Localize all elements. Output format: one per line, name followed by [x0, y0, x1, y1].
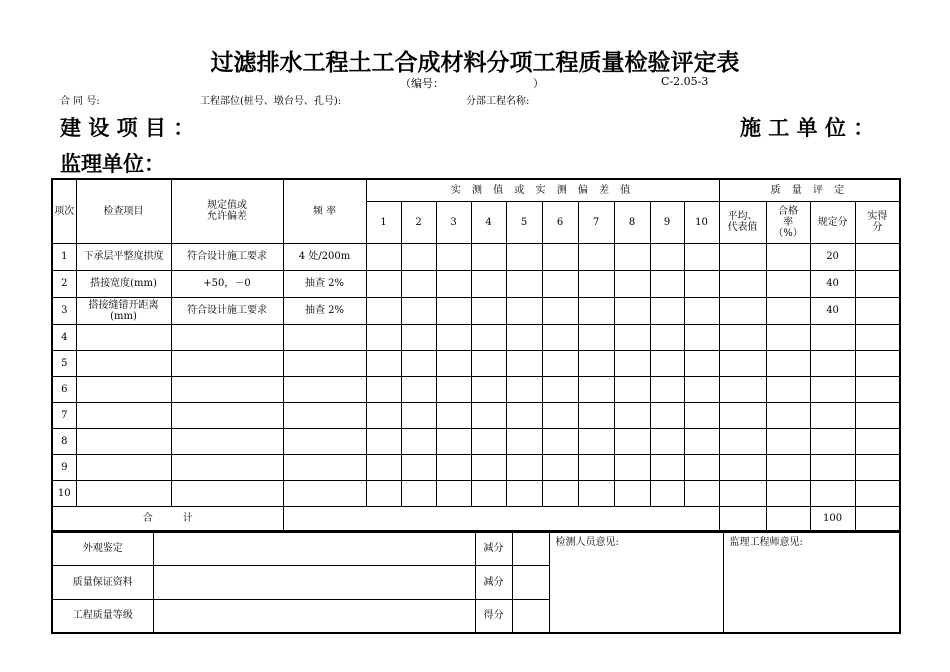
row-number: 9 [52, 454, 76, 480]
measured-cell[interactable] [366, 402, 401, 428]
measured-cell[interactable] [650, 243, 684, 270]
measured-cell[interactable] [684, 480, 719, 506]
pass-rate-cell[interactable] [766, 402, 810, 428]
row-spec-score [810, 428, 855, 454]
measured-cell[interactable] [436, 297, 471, 324]
row-check-item [76, 350, 171, 376]
average-cell[interactable] [719, 324, 766, 350]
measured-cell[interactable] [401, 376, 436, 402]
measured-cell[interactable] [401, 270, 436, 297]
measured-cell[interactable] [650, 454, 684, 480]
supervisor-label: 监理单位： [60, 152, 165, 176]
row-check-item [76, 402, 171, 428]
header-spec-score: 规定分 [810, 201, 855, 243]
row-check-item [76, 376, 171, 402]
measured-cell[interactable] [401, 243, 436, 270]
header-average: 平均、 代表值 [719, 201, 766, 243]
pass-rate-cell[interactable] [766, 376, 810, 402]
measured-cell[interactable] [684, 243, 719, 270]
row-frequency [283, 350, 366, 376]
average-cell[interactable] [719, 270, 766, 297]
table-row [52, 454, 900, 480]
row-check-item [76, 480, 171, 506]
measured-cell[interactable] [506, 428, 542, 454]
measured-cell[interactable] [614, 454, 650, 480]
measured-cell[interactable] [542, 428, 578, 454]
measured-cell[interactable] [614, 350, 650, 376]
measured-cell[interactable] [436, 270, 471, 297]
header-col-3: 3 [436, 201, 471, 243]
table-row [52, 376, 900, 402]
measured-cell[interactable] [471, 243, 506, 270]
measured-cell[interactable] [542, 480, 578, 506]
deduct-value-1[interactable] [512, 531, 549, 565]
grade-value[interactable] [153, 599, 475, 633]
header-col-7: 7 [578, 201, 614, 243]
row-spec [171, 454, 283, 480]
measured-cell[interactable] [436, 350, 471, 376]
measured-cell[interactable] [436, 454, 471, 480]
measured-cell[interactable] [578, 376, 614, 402]
measured-cell[interactable] [366, 376, 401, 402]
measured-cell[interactable] [578, 480, 614, 506]
measured-cell[interactable] [578, 428, 614, 454]
measured-cell[interactable] [366, 428, 401, 454]
table-row [52, 480, 900, 506]
measured-cell[interactable] [614, 402, 650, 428]
measured-cell[interactable] [401, 454, 436, 480]
table-row [52, 428, 900, 454]
inspection-table [51, 178, 901, 533]
row-number: 3 [52, 297, 76, 324]
measured-cell[interactable] [650, 376, 684, 402]
location-label: 工程部位(桩号、墩台号、孔号): [200, 96, 342, 107]
row-check-item: 搭接缝错开距离(mm) [76, 297, 171, 324]
measured-cell[interactable] [684, 324, 719, 350]
actual-score-cell[interactable] [855, 270, 900, 297]
header-pass-rate: 合格 率 （%） [766, 201, 810, 243]
row-check-item [76, 428, 171, 454]
actual-score-cell[interactable] [855, 402, 900, 428]
row-spec [171, 480, 283, 506]
form-title: 过滤排水工程土工合成材料分项工程质量检验评定表 [210, 50, 740, 76]
row-check-item: 搭接宽度(mm) [76, 270, 171, 297]
measured-cell[interactable] [542, 243, 578, 270]
total-measured[interactable] [283, 506, 719, 532]
header-col-9: 9 [650, 201, 684, 243]
header-col-8: 8 [614, 201, 650, 243]
measured-cell[interactable] [578, 402, 614, 428]
row-number: 7 [52, 402, 76, 428]
measured-cell[interactable] [650, 428, 684, 454]
measured-cell[interactable] [401, 428, 436, 454]
inspector-opinion[interactable]: 检测人员意见: [549, 531, 723, 633]
summary-table [51, 530, 901, 634]
header-col-6: 6 [542, 201, 578, 243]
subproject-label: 分部工程名称: [466, 96, 530, 107]
grade-label: 工程质量等级 [52, 599, 153, 633]
average-cell[interactable] [719, 402, 766, 428]
appearance-label: 外观鉴定 [52, 531, 153, 565]
table-row [52, 243, 900, 270]
row-number: 6 [52, 376, 76, 402]
deduct-label-1: 减分 [475, 531, 512, 565]
actual-score-cell[interactable] [855, 297, 900, 324]
measured-cell[interactable] [684, 270, 719, 297]
table-row [52, 270, 900, 297]
row-spec-score [810, 350, 855, 376]
table-row [52, 402, 900, 428]
measured-cell[interactable] [436, 428, 471, 454]
row-spec-score [810, 402, 855, 428]
measured-cell[interactable] [542, 402, 578, 428]
row-spec: 符合设计施工要求 [171, 243, 283, 270]
deduct-value-2[interactable] [512, 565, 549, 599]
average-cell[interactable] [719, 350, 766, 376]
header-no: 项次 [52, 179, 76, 243]
actual-score-cell[interactable] [855, 480, 900, 506]
measured-cell[interactable] [471, 324, 506, 350]
row-spec-score [810, 376, 855, 402]
header-col-5: 5 [506, 201, 542, 243]
measured-cell[interactable] [614, 324, 650, 350]
deduct-label-2: 减分 [475, 565, 512, 599]
actual-score-cell[interactable] [855, 350, 900, 376]
row-spec-score: 20 [810, 243, 855, 270]
measured-cell[interactable] [506, 376, 542, 402]
measured-cell[interactable] [684, 428, 719, 454]
actual-score-cell[interactable] [855, 376, 900, 402]
header-item: 检查项目 [76, 179, 171, 243]
row-spec [171, 428, 283, 454]
row-frequency [283, 376, 366, 402]
pass-rate-cell[interactable] [766, 324, 810, 350]
measured-cell[interactable] [506, 454, 542, 480]
row-spec-score [810, 324, 855, 350]
header-col-10: 10 [684, 201, 719, 243]
measured-cell[interactable] [471, 270, 506, 297]
row-spec-score: 40 [810, 270, 855, 297]
measured-cell[interactable] [542, 270, 578, 297]
measured-cell[interactable] [506, 324, 542, 350]
measured-cell[interactable] [650, 297, 684, 324]
row-check-item [76, 454, 171, 480]
row-check-item [76, 324, 171, 350]
actual-score-cell[interactable] [855, 324, 900, 350]
measured-cell[interactable] [578, 243, 614, 270]
row-spec [171, 376, 283, 402]
average-cell[interactable] [719, 454, 766, 480]
header-col-1: 1 [366, 201, 401, 243]
actual-score-cell[interactable] [855, 243, 900, 270]
row-frequency: 抽查 2% [283, 270, 366, 297]
measured-cell[interactable] [471, 297, 506, 324]
table-row [52, 297, 900, 324]
row-spec-score: 40 [810, 297, 855, 324]
table-row [52, 324, 900, 350]
header-actual-score: 实得 分 [855, 201, 900, 243]
actual-score-cell[interactable] [855, 428, 900, 454]
measured-cell[interactable] [684, 297, 719, 324]
row-spec [171, 402, 283, 428]
measured-cell[interactable] [650, 350, 684, 376]
measured-cell[interactable] [506, 243, 542, 270]
measured-cell[interactable] [684, 402, 719, 428]
measured-cell[interactable] [366, 480, 401, 506]
measured-cell[interactable] [506, 297, 542, 324]
row-frequency [283, 402, 366, 428]
measured-cell[interactable] [650, 402, 684, 428]
measured-cell[interactable] [578, 297, 614, 324]
measured-cell[interactable] [436, 376, 471, 402]
measured-cell[interactable] [614, 243, 650, 270]
measured-cell[interactable] [650, 270, 684, 297]
row-number: 8 [52, 428, 76, 454]
measured-cell[interactable] [684, 350, 719, 376]
header-col-2: 2 [401, 201, 436, 243]
measured-cell[interactable] [366, 324, 401, 350]
row-number: 5 [52, 350, 76, 376]
row-check-item: 下承层平整度拱度 [76, 243, 171, 270]
measured-cell[interactable] [366, 270, 401, 297]
project-label: 建 设 项 目 ： [60, 116, 195, 140]
pass-rate-cell[interactable] [766, 428, 810, 454]
measured-cell[interactable] [684, 454, 719, 480]
row-frequency [283, 324, 366, 350]
table-row [52, 350, 900, 376]
row-frequency [283, 480, 366, 506]
measured-cell[interactable] [506, 402, 542, 428]
measured-cell[interactable] [401, 402, 436, 428]
measured-cell[interactable] [366, 297, 401, 324]
measured-cell[interactable] [650, 324, 684, 350]
header-evaluation: 质 量 评 定 [719, 179, 900, 201]
score-label: 得分 [475, 599, 512, 633]
pass-rate-cell[interactable] [766, 297, 810, 324]
measured-cell[interactable] [614, 428, 650, 454]
measured-cell[interactable] [542, 350, 578, 376]
total-average[interactable] [719, 506, 766, 532]
measured-cell[interactable] [578, 454, 614, 480]
form-number-close: ） [533, 77, 544, 90]
measured-cell[interactable] [614, 270, 650, 297]
measured-cell[interactable] [542, 297, 578, 324]
measured-cell[interactable] [471, 428, 506, 454]
measured-cell[interactable] [401, 350, 436, 376]
actual-score-cell[interactable] [855, 454, 900, 480]
measured-cell[interactable] [614, 480, 650, 506]
form-code: C-2.05-3 [661, 75, 709, 88]
row-spec [171, 350, 283, 376]
appearance-value[interactable] [153, 531, 475, 565]
measured-cell[interactable] [578, 324, 614, 350]
header-measured: 实 测 值 或 实 测 偏 差 值 [366, 179, 719, 201]
measured-cell[interactable] [436, 324, 471, 350]
contract-no-label: 合 同 号: [60, 96, 100, 107]
row-number: 4 [52, 324, 76, 350]
measured-cell[interactable] [471, 402, 506, 428]
measured-cell[interactable] [471, 480, 506, 506]
pass-rate-cell[interactable] [766, 270, 810, 297]
row-number: 1 [52, 243, 76, 270]
total-score: 100 [810, 506, 855, 532]
measured-cell[interactable] [401, 480, 436, 506]
pass-rate-cell[interactable] [766, 350, 810, 376]
row-spec [171, 324, 283, 350]
average-cell[interactable] [719, 428, 766, 454]
measured-cell[interactable] [436, 243, 471, 270]
pass-rate-cell[interactable] [766, 243, 810, 270]
quality-docs-value[interactable] [153, 565, 475, 599]
measured-cell[interactable] [506, 480, 542, 506]
measured-cell[interactable] [578, 270, 614, 297]
average-cell[interactable] [719, 243, 766, 270]
row-frequency: 抽查 2% [283, 297, 366, 324]
average-cell[interactable] [719, 297, 766, 324]
pass-rate-cell[interactable] [766, 454, 810, 480]
measured-cell[interactable] [542, 454, 578, 480]
average-cell[interactable] [719, 480, 766, 506]
row-spec: +50，－0 [171, 270, 283, 297]
measured-cell[interactable] [401, 324, 436, 350]
pass-rate-cell[interactable] [766, 480, 810, 506]
header-spec: 规定值或 允许偏差 [171, 179, 283, 243]
measured-cell[interactable] [614, 376, 650, 402]
header-col-4: 4 [471, 201, 506, 243]
row-frequency [283, 428, 366, 454]
total-label: 合 计 [52, 506, 283, 532]
row-number: 2 [52, 270, 76, 297]
measured-cell[interactable] [614, 297, 650, 324]
measured-cell[interactable] [471, 376, 506, 402]
contractor-label: 施 工 单 位 ： [740, 116, 875, 140]
measured-cell[interactable] [436, 480, 471, 506]
row-spec-score [810, 454, 855, 480]
measured-cell[interactable] [436, 402, 471, 428]
total-actual-score[interactable] [855, 506, 900, 532]
measured-cell[interactable] [401, 297, 436, 324]
measured-cell[interactable] [471, 350, 506, 376]
measured-cell[interactable] [650, 480, 684, 506]
row-frequency [283, 454, 366, 480]
header-frequency: 频 率 [283, 179, 366, 243]
row-number: 10 [52, 480, 76, 506]
average-cell[interactable] [719, 376, 766, 402]
form-number-label: （编号： [400, 77, 444, 90]
row-spec-score [810, 480, 855, 506]
engineer-opinion[interactable]: 监理工程师意见: [723, 531, 900, 633]
total-row [52, 506, 900, 532]
measured-cell[interactable] [366, 454, 401, 480]
total-pass-rate[interactable] [766, 506, 810, 532]
row-spec: 符合设计施工要求 [171, 297, 283, 324]
measured-cell[interactable] [506, 350, 542, 376]
measured-cell[interactable] [366, 243, 401, 270]
measured-cell[interactable] [684, 376, 719, 402]
row-frequency: 4 处/200m [283, 243, 366, 270]
measured-cell[interactable] [542, 376, 578, 402]
score-value[interactable] [512, 599, 549, 633]
quality-docs-label: 质量保证资料 [52, 565, 153, 599]
measured-cell[interactable] [506, 270, 542, 297]
measured-cell[interactable] [366, 350, 401, 376]
measured-cell[interactable] [542, 324, 578, 350]
measured-cell[interactable] [471, 454, 506, 480]
measured-cell[interactable] [578, 350, 614, 376]
